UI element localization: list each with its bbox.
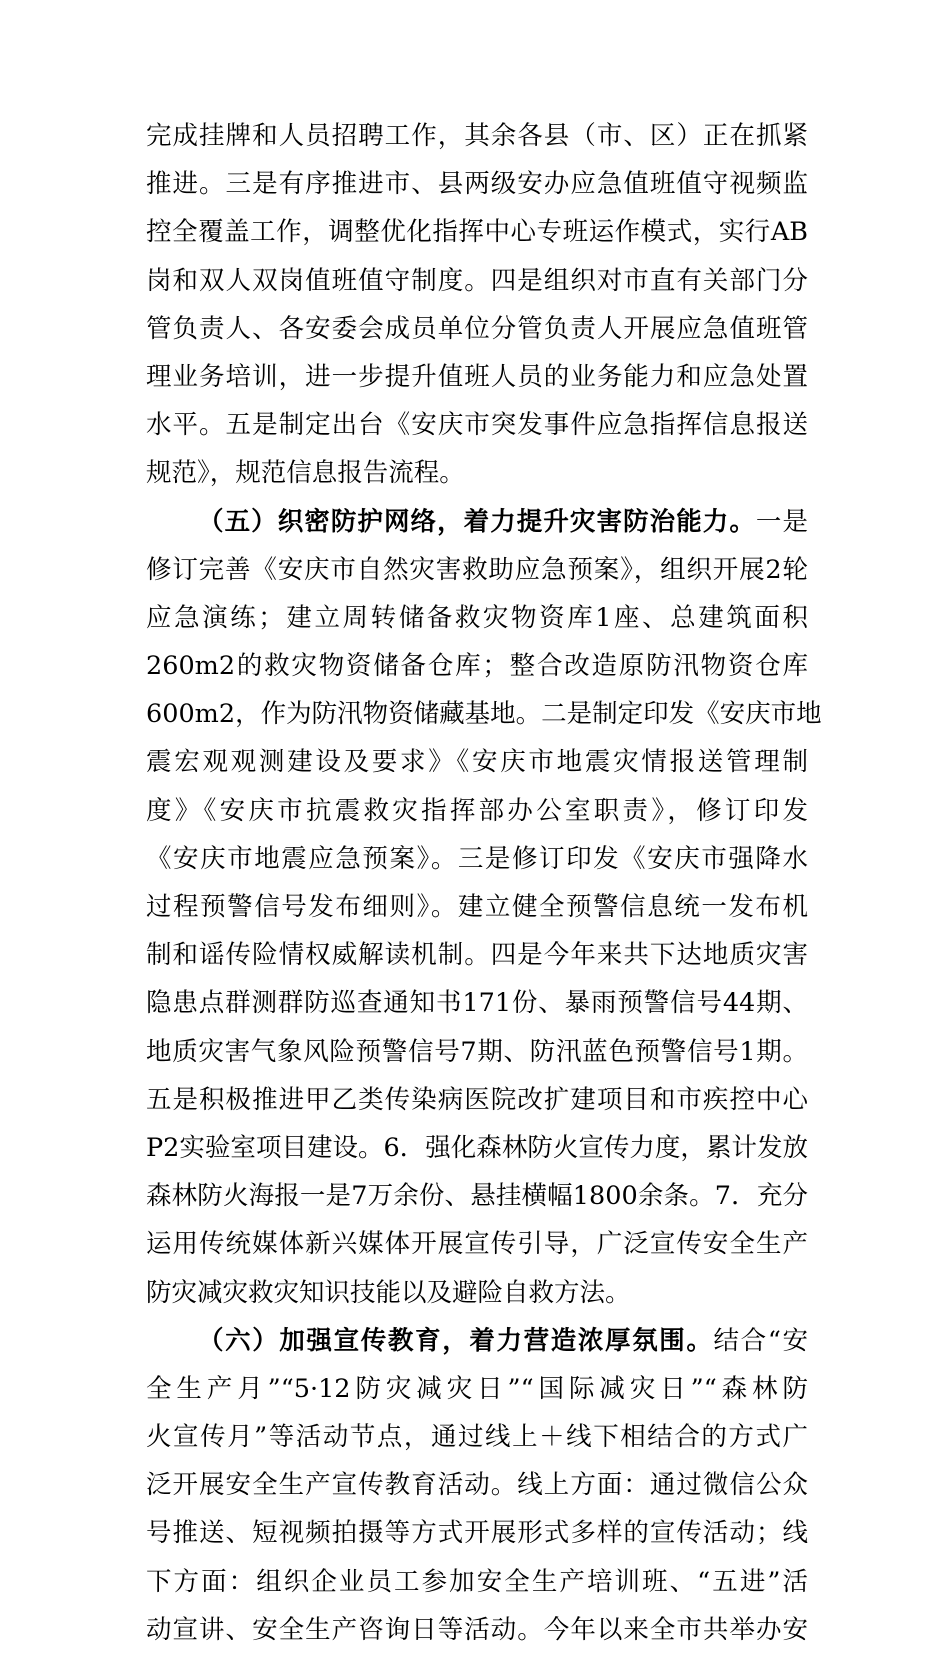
text-line xyxy=(146,1606,808,1654)
text-line xyxy=(146,738,808,786)
line-text: 260m2的救灾物资储备仓库；整合改造原防汛物资仓库 xyxy=(146,651,808,682)
line-text: 管负责人、各安委会成员单位分管负责人开展应急值班管 xyxy=(146,313,808,344)
text-line xyxy=(146,353,808,401)
text-line xyxy=(146,1269,808,1317)
text-line xyxy=(146,208,808,256)
line-text: 运用传统媒体新兴媒体开展宣传引导，广泛宣传安全生产 xyxy=(146,1229,808,1260)
text-line xyxy=(146,305,808,353)
line-text: 一是 xyxy=(755,506,808,537)
line-text: 规范》，规范信息报告流程。 xyxy=(146,458,465,489)
line-text: 修订完善《安庆市自然灾害救助应急预案》，组织开展2轮 xyxy=(146,554,808,585)
text-line xyxy=(146,835,808,883)
section-heading-line xyxy=(146,1317,808,1365)
section-heading-line xyxy=(146,498,808,546)
text-line xyxy=(146,787,808,835)
line-text: 岗和双人双岗值班值守制度。四是组织对市直有关部门分 xyxy=(146,265,808,296)
line-text: 地质灾害气象风险预警信号7期、防汛蓝色预警信号1期。 xyxy=(146,1036,808,1067)
line-text: 度》《安庆市抗震救灾指挥部办公室职责》，修订印发 xyxy=(146,795,808,826)
text-line xyxy=(146,1172,808,1220)
section-heading: （五）织密防护网络，着力提升灾害防治能力。 xyxy=(198,506,756,537)
text-line xyxy=(146,594,808,642)
line-text: 全生产月”“5·12防灾减灾日”“国际减灾日”“森林防 xyxy=(146,1373,808,1404)
line-text: 森林防火海报一是7万余份、悬挂横幅1800余条。7．充分 xyxy=(146,1181,808,1212)
line-text: 动宣讲、安全生产咨询日等活动。今年以来全市共举办安 xyxy=(146,1614,808,1645)
text-line xyxy=(146,979,808,1027)
text-line xyxy=(146,1220,808,1268)
line-text: 泛开展安全生产宣传教育活动。线上方面：通过微信公众 xyxy=(146,1470,808,1501)
line-text: 结合“安 xyxy=(713,1325,808,1356)
text-line xyxy=(146,690,822,738)
text-line xyxy=(146,883,808,931)
line-text: 制和谣传险情权威解读机制。四是今年来共下达地质灾害 xyxy=(146,940,808,971)
text-line xyxy=(146,1461,808,1509)
line-text: 控全覆盖工作，调整优化指挥中心专班运作模式，实行AB xyxy=(146,217,808,248)
line-text: 震宏观观测建设及要求》《安庆市地震灾情报送管理制 xyxy=(146,747,808,778)
text-line xyxy=(146,1076,808,1124)
line-text: 完成挂牌和人员招聘工作，其余各县（市、区）正在抓紧 xyxy=(146,121,808,151)
document-page xyxy=(146,112,822,1654)
text-line xyxy=(146,160,808,208)
text-line xyxy=(146,642,808,690)
text-line xyxy=(146,1028,808,1076)
line-text: 理业务培训，进一步提升值班人员的业务能力和应急处置 xyxy=(146,361,808,392)
line-text: 隐患点群测群防巡查通知书171份、暴雨预警信号44期、 xyxy=(146,988,808,1019)
text-line xyxy=(146,1558,808,1606)
line-text: 过程预警信号发布细则》。建立健全预警信息统一发布机 xyxy=(146,892,808,922)
line-text: 防灾减灾救灾知识技能以及避险自救方法。 xyxy=(146,1277,631,1308)
text-line xyxy=(146,1509,808,1557)
line-text: P2实验室项目建设。6．强化森林防火宣传力度，累计发放 xyxy=(146,1132,808,1163)
section-heading: （六）加强宣传教育，着力营造浓厚氛围。 xyxy=(198,1325,714,1356)
line-text: 应急演练；建立周转储备救灾物资库1座、总建筑面积 xyxy=(146,602,808,633)
line-text: 号推送、短视频拍摄等方式开展形式多样的宣传活动；线 xyxy=(146,1518,808,1549)
text-line xyxy=(146,112,808,160)
line-text: 600m2，作为防汛物资储藏基地。二是制定印发《安庆市地 xyxy=(146,699,822,730)
line-text: 五是积极推进甲乙类传染病医院改扩建项目和市疾控中心 xyxy=(146,1084,808,1115)
text-line xyxy=(146,931,808,979)
line-text: 推进。三是有序推进市、县两级安办应急值班值守视频监 xyxy=(146,169,808,200)
text-line xyxy=(146,1124,808,1172)
line-text: 水平。五是制定出台《安庆市突发事件应急指挥信息报送 xyxy=(146,410,808,441)
text-line xyxy=(146,449,808,497)
line-text: 《安庆市地震应急预案》。三是修订印发《安庆市强降水 xyxy=(146,843,808,874)
text-line xyxy=(146,1413,808,1461)
text-line xyxy=(146,1365,808,1413)
text-line xyxy=(146,257,808,305)
text-line xyxy=(146,546,808,594)
line-text: 火宣传月”等活动节点，通过线上＋线下相结合的方式广 xyxy=(146,1422,808,1453)
text-line xyxy=(146,401,808,449)
line-text: 下方面：组织企业员工参加安全生产培训班、“五进”活 xyxy=(146,1566,808,1597)
